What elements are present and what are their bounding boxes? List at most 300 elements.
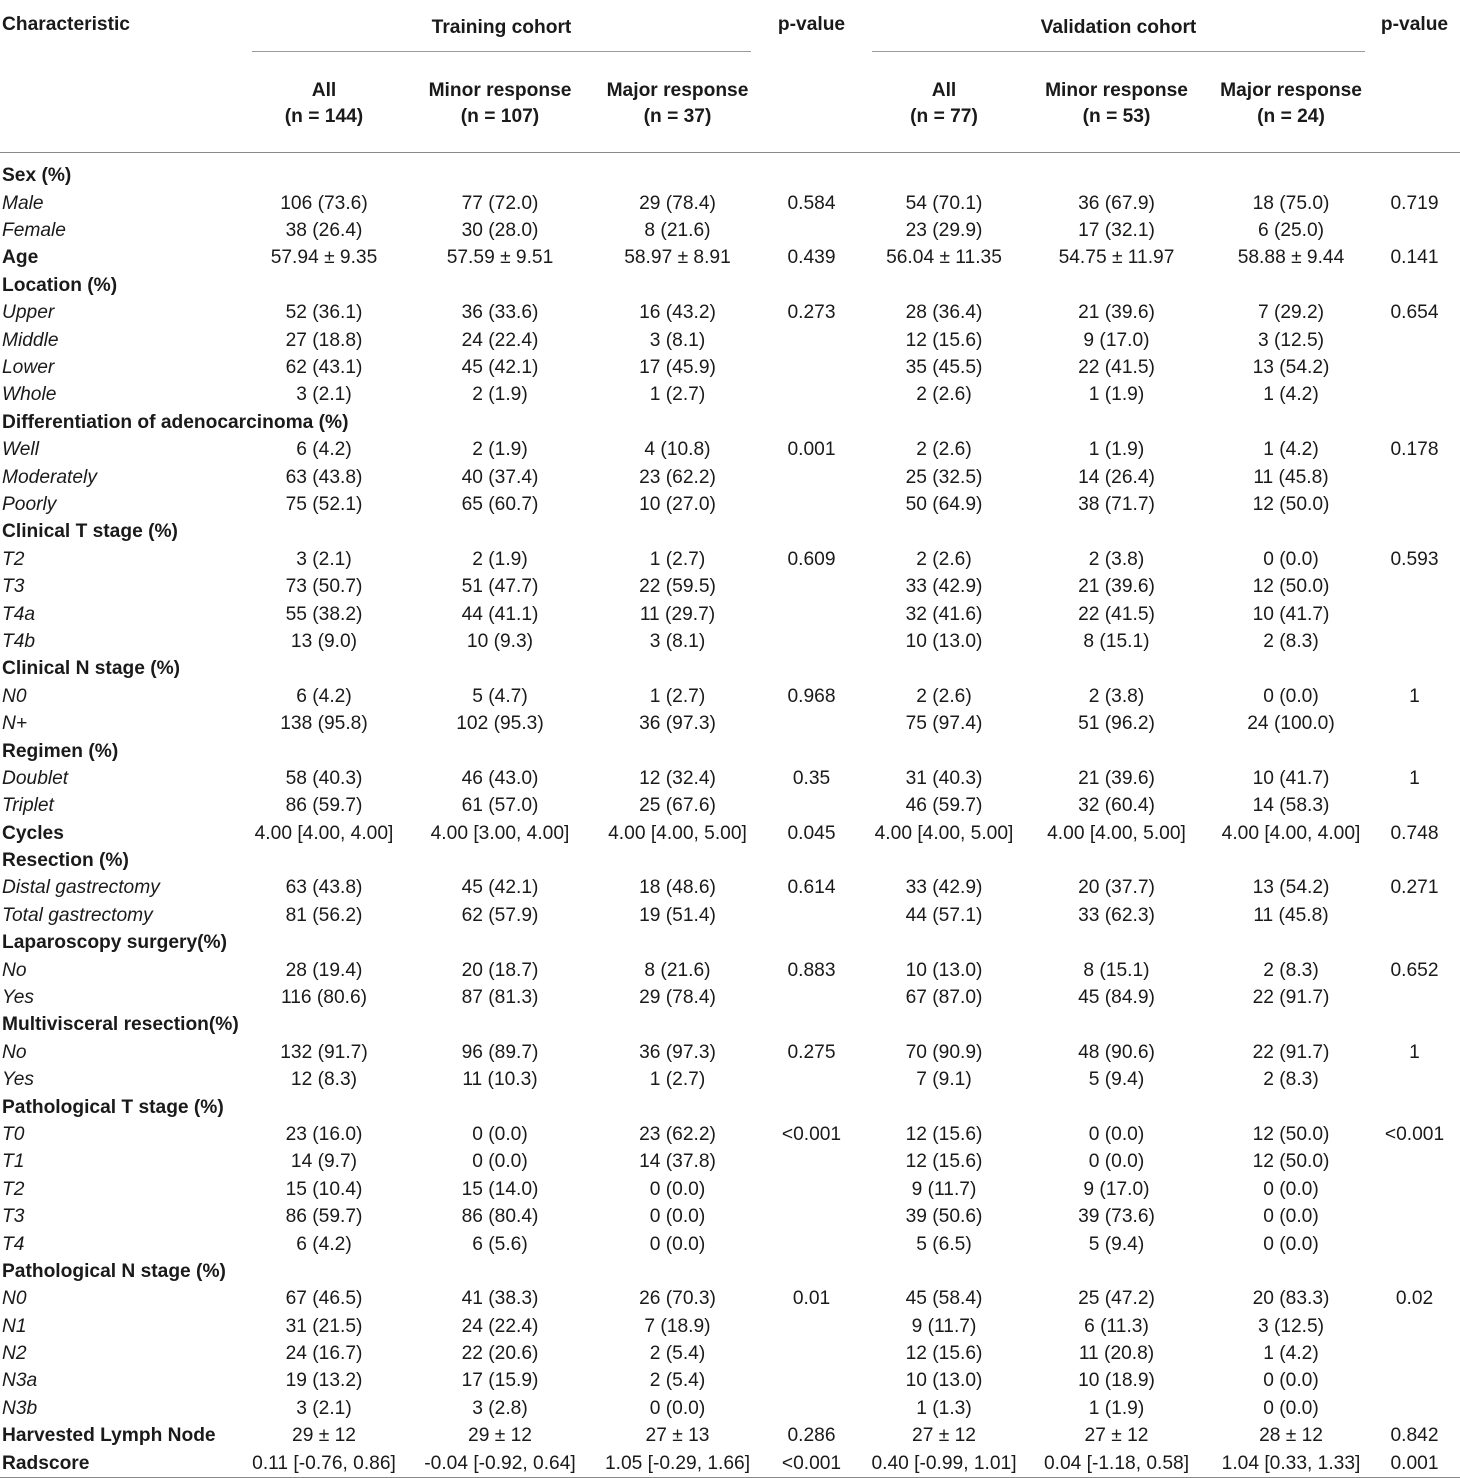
value-cell xyxy=(1020,1094,1213,1121)
value-cell: 24 (100.0) xyxy=(1247,713,1335,735)
value-cell xyxy=(248,272,400,299)
validation-cohort-header: Validation cohort xyxy=(868,0,1369,66)
value-cell: 3 (2.1) xyxy=(296,548,352,570)
row-category-label: Total gastrectomy xyxy=(2,904,153,926)
value-cell: 28 (19.4) xyxy=(285,959,363,981)
p-value-cell xyxy=(755,1094,868,1121)
value-cell: 5 (6.5) xyxy=(916,1233,972,1255)
value-cell: 13 (54.2) xyxy=(1252,357,1330,379)
p-value-cell xyxy=(1369,409,1460,436)
value-cell: 57.94 ± 9.35 xyxy=(270,247,378,269)
value-cell xyxy=(600,1094,755,1121)
value-cell: 65 (60.7) xyxy=(461,493,539,515)
value-cell: 28 (36.4) xyxy=(905,302,983,324)
value-cell: 21 (39.6) xyxy=(1078,767,1155,789)
value-cell: 58 (40.3) xyxy=(285,767,363,789)
value-cell: 51 (47.7) xyxy=(461,576,539,598)
subheader-spacer xyxy=(755,66,868,153)
table-row xyxy=(0,491,1460,518)
value-cell: 5 (4.7) xyxy=(472,685,528,707)
row-section-label: Clinical T stage (%) xyxy=(2,521,178,543)
p-value-cell: 1 xyxy=(1409,685,1420,707)
value-cell xyxy=(600,153,755,191)
value-cell: 12 (15.6) xyxy=(905,1343,983,1365)
value-cell xyxy=(1020,1012,1213,1039)
p-value-cell: 0.654 xyxy=(1390,302,1439,324)
p-value-cell xyxy=(755,1176,868,1203)
value-cell: 9 (11.7) xyxy=(911,1315,977,1337)
p-value-cell: 0.584 xyxy=(787,192,836,214)
value-cell: 6 (5.6) xyxy=(472,1233,528,1255)
value-cell xyxy=(1020,656,1213,683)
p-value-cell xyxy=(1369,902,1460,929)
value-cell: 31 (21.5) xyxy=(285,1315,363,1337)
value-cell: 32 (41.6) xyxy=(905,603,983,625)
value-cell: 9 (17.0) xyxy=(1083,329,1150,351)
value-cell: 3 (8.1) xyxy=(649,630,706,652)
value-cell: 77 (72.0) xyxy=(461,192,539,214)
value-cell: 50 (64.9) xyxy=(905,493,983,515)
p-value-cell: 0.01 xyxy=(792,1288,831,1310)
value-cell: 57.59 ± 9.51 xyxy=(446,247,554,269)
row-section-label: Location (%) xyxy=(2,274,118,296)
table-row xyxy=(0,656,1460,683)
value-cell xyxy=(400,656,600,683)
p-value-cell xyxy=(755,409,868,436)
value-cell: 54 (70.1) xyxy=(905,192,983,214)
value-cell: 41 (38.3) xyxy=(461,1288,539,1310)
table-row xyxy=(0,1286,1460,1313)
value-cell: 1.05 [-0.29, 1.66] xyxy=(600,1450,755,1478)
p-value-cell: 0.748 xyxy=(1390,822,1439,844)
characteristic-header: Characteristic xyxy=(2,14,130,35)
value-cell: 6 (4.2) xyxy=(296,685,352,707)
value-cell: 0 (0.0) xyxy=(1263,1370,1319,1392)
row-category-label: T3 xyxy=(2,576,25,598)
p-value-cell: 0.275 xyxy=(787,1041,836,1063)
table-row xyxy=(0,1149,1460,1176)
p-value-cell xyxy=(755,354,868,381)
p-value-cell xyxy=(755,1012,868,1039)
value-cell: 58.88 ± 9.44 xyxy=(1237,247,1345,269)
p-value-cell xyxy=(755,1340,868,1367)
value-cell: 18 (48.6) xyxy=(639,877,716,899)
training-pvalue-header: p-value xyxy=(777,14,846,35)
value-cell: 6 (4.2) xyxy=(296,439,352,461)
value-cell xyxy=(400,930,600,957)
value-cell: 14 (37.8) xyxy=(639,1151,716,1173)
value-cell: 58.97 ± 8.91 xyxy=(624,247,731,269)
table-row xyxy=(0,683,1460,710)
p-value-cell xyxy=(755,491,868,518)
value-cell xyxy=(868,153,1020,191)
value-cell: 23 (62.2) xyxy=(639,466,716,488)
p-value-cell: 0.045 xyxy=(787,822,836,844)
value-cell: 2 (1.9) xyxy=(472,384,528,406)
p-value-cell xyxy=(755,710,868,737)
value-cell xyxy=(868,1094,1020,1121)
value-cell: 2 (5.4) xyxy=(649,1343,706,1365)
value-cell: 22 (20.6) xyxy=(461,1343,539,1365)
value-cell xyxy=(1020,409,1213,436)
value-cell: 3 (12.5) xyxy=(1257,1315,1325,1337)
value-cell: 24 (22.4) xyxy=(461,329,539,351)
table-row xyxy=(0,573,1460,600)
value-cell: 25 (32.5) xyxy=(905,466,983,488)
value-cell: 21 (39.6) xyxy=(1078,576,1155,598)
table-row xyxy=(0,519,1460,546)
row-section-label: Age xyxy=(2,247,39,269)
p-value-cell: <0.001 xyxy=(755,1450,868,1478)
p-value-cell xyxy=(1369,710,1460,737)
value-cell: 12 (50.0) xyxy=(1252,1151,1330,1173)
p-value-cell: 0.02 xyxy=(1395,1288,1434,1310)
value-cell: 81 (56.2) xyxy=(285,904,363,926)
value-cell xyxy=(1020,272,1213,299)
value-cell: 44 (41.1) xyxy=(461,603,539,625)
value-cell: 20 (37.7) xyxy=(1078,877,1155,899)
value-cell: 9 (17.0) xyxy=(1083,1178,1150,1200)
value-cell: 10 (27.0) xyxy=(639,493,716,515)
p-value-cell xyxy=(755,1395,868,1422)
p-value-cell xyxy=(1369,656,1460,683)
value-cell: 4 (10.8) xyxy=(644,439,711,461)
value-cell: 12 (32.4) xyxy=(639,767,716,789)
row-section-label: Resection (%) xyxy=(2,850,129,872)
p-value-cell xyxy=(1369,930,1460,957)
p-value-cell xyxy=(755,1067,868,1094)
value-cell: 38 (26.4) xyxy=(285,220,363,242)
value-cell: 29 ± 12 xyxy=(292,1425,356,1447)
value-cell: 10 (13.0) xyxy=(905,630,983,652)
row-section-label: Harvested Lymph Node xyxy=(2,1425,216,1447)
col-validation-minor: Minor response (n = 53) xyxy=(1020,66,1213,153)
value-cell: 1 (1.9) xyxy=(1088,384,1145,406)
value-cell: 17 (15.9) xyxy=(461,1370,539,1392)
p-value-cell: 0.719 xyxy=(1390,192,1439,214)
p-value-cell xyxy=(755,601,868,628)
value-cell: 10 (18.9) xyxy=(1078,1370,1155,1392)
value-cell: 23 (62.2) xyxy=(639,1123,716,1145)
value-cell: 0 (0.0) xyxy=(472,1151,528,1173)
value-cell: 11 (45.8) xyxy=(1253,466,1329,488)
value-cell: 5 (9.4) xyxy=(1088,1233,1145,1255)
p-value-cell: 0.001 xyxy=(1369,1450,1460,1478)
value-cell xyxy=(248,847,400,874)
row-category-label: Triplet xyxy=(2,795,54,817)
value-cell: 27 ± 12 xyxy=(1084,1425,1149,1447)
value-cell: 12 (15.6) xyxy=(905,329,983,351)
value-cell: 23 (16.0) xyxy=(285,1123,363,1145)
value-cell: 19 (51.4) xyxy=(639,904,716,926)
value-cell: 25 (47.2) xyxy=(1078,1288,1155,1310)
row-category-label: T4b xyxy=(2,630,36,652)
value-cell: 31 (40.3) xyxy=(905,767,983,789)
p-value-cell: 1 xyxy=(1409,1041,1420,1063)
value-cell: 8 (15.1) xyxy=(1083,959,1150,981)
row-section-label: Differentiation of adenocarcinoma (%) xyxy=(2,411,349,433)
table-row xyxy=(0,1340,1460,1367)
table-row xyxy=(0,1121,1460,1148)
p-value-cell: 0.286 xyxy=(787,1425,836,1447)
value-cell: 11 (45.8) xyxy=(1253,904,1329,926)
row-category-label: T0 xyxy=(2,1123,25,1145)
value-cell: 3 (8.1) xyxy=(649,329,706,351)
p-value-cell xyxy=(1369,217,1460,244)
value-cell xyxy=(1020,153,1213,191)
value-cell xyxy=(868,930,1020,957)
row-section-label: Regimen (%) xyxy=(2,740,119,762)
value-cell: 0 (0.0) xyxy=(1263,548,1319,570)
value-cell xyxy=(248,153,400,191)
value-cell: 18 (75.0) xyxy=(1252,192,1330,214)
value-cell: 15 (14.0) xyxy=(461,1178,539,1200)
p-value-cell xyxy=(1369,1395,1460,1422)
value-cell: 27 (18.8) xyxy=(285,329,363,351)
value-cell: 7 (29.2) xyxy=(1257,302,1325,324)
p-value-cell xyxy=(1369,464,1460,491)
table-row xyxy=(0,601,1460,628)
value-cell: 3 (2.8) xyxy=(472,1397,528,1419)
value-cell: 2 (3.8) xyxy=(1088,685,1145,707)
value-cell: 14 (9.7) xyxy=(290,1151,358,1173)
row-category-label: T4a xyxy=(2,603,36,625)
value-cell: 1 (1.3) xyxy=(916,1397,972,1419)
table-row xyxy=(0,793,1460,820)
value-cell xyxy=(868,656,1020,683)
p-value-cell xyxy=(755,519,868,546)
p-value-cell: 0.652 xyxy=(1390,959,1439,981)
value-cell: 33 (42.9) xyxy=(905,877,983,899)
p-value-cell: 0.593 xyxy=(1390,548,1439,570)
p-value-cell xyxy=(1369,1012,1460,1039)
value-cell: 2 (2.6) xyxy=(916,384,972,406)
row-category-label: Whole xyxy=(2,384,57,406)
p-value-cell xyxy=(755,847,868,874)
row-category-label: Upper xyxy=(2,302,55,324)
table-row xyxy=(0,1368,1460,1395)
row-category-label: N0 xyxy=(2,1288,27,1310)
value-cell: 36 (67.9) xyxy=(1078,192,1155,214)
value-cell xyxy=(1020,738,1213,765)
value-cell: 35 (45.5) xyxy=(905,357,983,379)
table-row xyxy=(0,1231,1460,1258)
p-value-cell: 0.001 xyxy=(787,439,836,461)
p-value-cell: 0.614 xyxy=(787,877,836,899)
value-cell xyxy=(868,519,1020,546)
value-cell: 16 (43.2) xyxy=(639,302,716,324)
value-cell: 0 (0.0) xyxy=(1263,1206,1319,1228)
value-cell xyxy=(1213,738,1369,765)
value-cell: 39 (50.6) xyxy=(905,1206,983,1228)
value-cell: 0 (0.0) xyxy=(472,1123,528,1145)
value-cell: 3 (2.1) xyxy=(296,1397,352,1419)
value-cell xyxy=(248,1094,400,1121)
value-cell: 27 ± 13 xyxy=(645,1425,710,1447)
value-cell: 13 (9.0) xyxy=(290,630,358,652)
value-cell: 2 (8.3) xyxy=(1263,959,1319,981)
value-cell: 20 (18.7) xyxy=(461,959,539,981)
p-value-cell xyxy=(755,464,868,491)
p-value-cell xyxy=(1369,1094,1460,1121)
value-cell xyxy=(248,1258,400,1285)
value-cell: 38 (71.7) xyxy=(1078,493,1155,515)
value-cell: 2 (2.6) xyxy=(916,685,972,707)
value-cell: 25 (67.6) xyxy=(639,795,716,817)
value-cell: 17 (32.1) xyxy=(1078,220,1155,242)
value-cell: 22 (41.5) xyxy=(1078,357,1155,379)
value-cell: 0.04 [-1.18, 0.58] xyxy=(1020,1450,1213,1478)
value-cell: 2 (8.3) xyxy=(1263,630,1319,652)
table-row xyxy=(0,820,1460,847)
value-cell: 4.00 [4.00, 5.00] xyxy=(1047,822,1186,844)
value-cell xyxy=(1213,1094,1369,1121)
table-row xyxy=(0,1094,1460,1121)
value-cell: 19 (13.2) xyxy=(285,1370,363,1392)
p-value-cell xyxy=(1369,601,1460,628)
value-cell xyxy=(600,738,755,765)
value-cell xyxy=(1020,1258,1213,1285)
table-row xyxy=(0,217,1460,244)
value-cell: 30 (28.0) xyxy=(461,220,539,242)
p-value-cell xyxy=(1369,1368,1460,1395)
value-cell: 10 (13.0) xyxy=(905,1370,983,1392)
value-cell xyxy=(400,847,600,874)
p-value-cell xyxy=(755,327,868,354)
table-row xyxy=(0,354,1460,381)
p-value-cell xyxy=(755,382,868,409)
value-cell: 63 (43.8) xyxy=(285,466,363,488)
table-row xyxy=(0,710,1460,737)
value-cell xyxy=(400,738,600,765)
value-cell: 86 (59.7) xyxy=(285,1206,363,1228)
table-row xyxy=(0,382,1460,409)
value-cell: 14 (26.4) xyxy=(1078,466,1155,488)
value-cell: 21 (39.6) xyxy=(1078,302,1155,324)
row-category-label: Yes xyxy=(2,987,35,1009)
p-value-cell: 0.178 xyxy=(1390,439,1439,461)
table-body xyxy=(0,153,1460,1478)
value-cell: 8 (21.6) xyxy=(644,959,711,981)
value-cell: 2 (5.4) xyxy=(649,1370,706,1392)
p-value-cell xyxy=(755,1368,868,1395)
table-row xyxy=(0,546,1460,573)
value-cell: 1 (2.7) xyxy=(649,548,706,570)
p-value-cell xyxy=(1369,573,1460,600)
row-category-label: Poorly xyxy=(2,493,57,515)
value-cell: 12 (50.0) xyxy=(1252,576,1330,598)
value-cell: 0 (0.0) xyxy=(1088,1123,1145,1145)
p-value-cell xyxy=(755,793,868,820)
value-cell: 46 (43.0) xyxy=(461,767,539,789)
col-training-minor: Minor response (n = 107) xyxy=(400,66,600,153)
p-value-cell xyxy=(755,1231,868,1258)
value-cell: 10 (41.7) xyxy=(1252,767,1330,789)
p-value-cell xyxy=(1369,382,1460,409)
col-training-all: All (n = 144) xyxy=(248,66,400,153)
value-cell: 2 (8.3) xyxy=(1263,1069,1319,1091)
value-cell: 36 (97.3) xyxy=(639,1041,716,1063)
p-value-cell: 0.842 xyxy=(1390,1425,1439,1447)
value-cell: 8 (21.6) xyxy=(644,220,711,242)
value-cell: 36 (33.6) xyxy=(461,302,539,324)
value-cell: 39 (73.6) xyxy=(1078,1206,1155,1228)
value-cell: 29 (78.4) xyxy=(639,192,716,214)
value-cell xyxy=(868,1012,1020,1039)
value-cell: 45 (84.9) xyxy=(1078,987,1155,1009)
value-cell xyxy=(600,409,755,436)
p-value-cell xyxy=(1369,1176,1460,1203)
value-cell: 0 (0.0) xyxy=(1263,1178,1319,1200)
p-value-cell xyxy=(755,153,868,191)
row-category-label: Moderately xyxy=(2,466,97,488)
row-category-label: T2 xyxy=(2,548,25,570)
value-cell xyxy=(600,656,755,683)
value-cell: 2 (3.8) xyxy=(1088,548,1145,570)
value-cell: 7 (9.1) xyxy=(916,1069,972,1091)
value-cell: 0 (0.0) xyxy=(649,1206,706,1228)
value-cell: 0 (0.0) xyxy=(1263,685,1319,707)
value-cell xyxy=(1020,930,1213,957)
value-cell: 86 (80.4) xyxy=(461,1206,539,1228)
value-cell: 1.04 [0.33, 1.33] xyxy=(1213,1450,1369,1478)
value-cell: 22 (41.5) xyxy=(1078,603,1155,625)
p-value-cell xyxy=(755,738,868,765)
value-cell: 0 (0.0) xyxy=(1263,1233,1319,1255)
table-row xyxy=(0,300,1460,327)
value-cell: 11 (29.7) xyxy=(639,603,716,625)
value-cell xyxy=(1213,656,1369,683)
value-cell: 20 (83.3) xyxy=(1252,1288,1330,1310)
row-category-label: N3b xyxy=(2,1397,38,1419)
value-cell xyxy=(1213,1012,1369,1039)
table-row xyxy=(0,437,1460,464)
p-value-cell xyxy=(755,1313,868,1340)
p-value-cell xyxy=(755,930,868,957)
value-cell: 32 (60.4) xyxy=(1078,795,1155,817)
value-cell: 14 (58.3) xyxy=(1252,795,1330,817)
value-cell: 10 (13.0) xyxy=(905,959,983,981)
value-cell: 6 (11.3) xyxy=(1084,1315,1149,1337)
table-row xyxy=(0,930,1460,957)
p-value-cell: 0.439 xyxy=(787,247,836,269)
table-row xyxy=(0,464,1460,491)
value-cell: 0.11 [-0.76, 0.86] xyxy=(248,1450,400,1478)
value-cell xyxy=(400,153,600,191)
row-category-label: Yes xyxy=(2,1069,35,1091)
value-cell: -0.04 [-0.92, 0.64] xyxy=(400,1450,600,1478)
value-cell: 56.04 ± 11.35 xyxy=(886,247,1002,269)
value-cell: 2 (2.6) xyxy=(916,439,972,461)
value-cell: 0.40 [-0.99, 1.01] xyxy=(868,1450,1020,1478)
row-category-label: Lower xyxy=(2,357,55,379)
p-value-cell xyxy=(1369,1203,1460,1230)
value-cell: 2 (2.6) xyxy=(916,548,972,570)
row-category-label: Male xyxy=(2,192,44,214)
table-row xyxy=(0,957,1460,984)
p-value-cell xyxy=(1369,1067,1460,1094)
value-cell xyxy=(1213,930,1369,957)
value-cell: 4.00 [4.00, 5.00] xyxy=(608,822,747,844)
row-category-label: T4 xyxy=(2,1233,25,1255)
value-cell: 24 (22.4) xyxy=(461,1315,539,1337)
row-section-label: Laparoscopy surgery(%) xyxy=(2,932,227,954)
row-section-label: Sex (%) xyxy=(2,164,72,186)
value-cell: 11 (20.8) xyxy=(1078,1343,1155,1365)
value-cell: 4.00 [3.00, 4.00] xyxy=(430,822,570,844)
p-value-cell xyxy=(1369,1313,1460,1340)
value-cell: 67 (46.5) xyxy=(285,1288,363,1310)
